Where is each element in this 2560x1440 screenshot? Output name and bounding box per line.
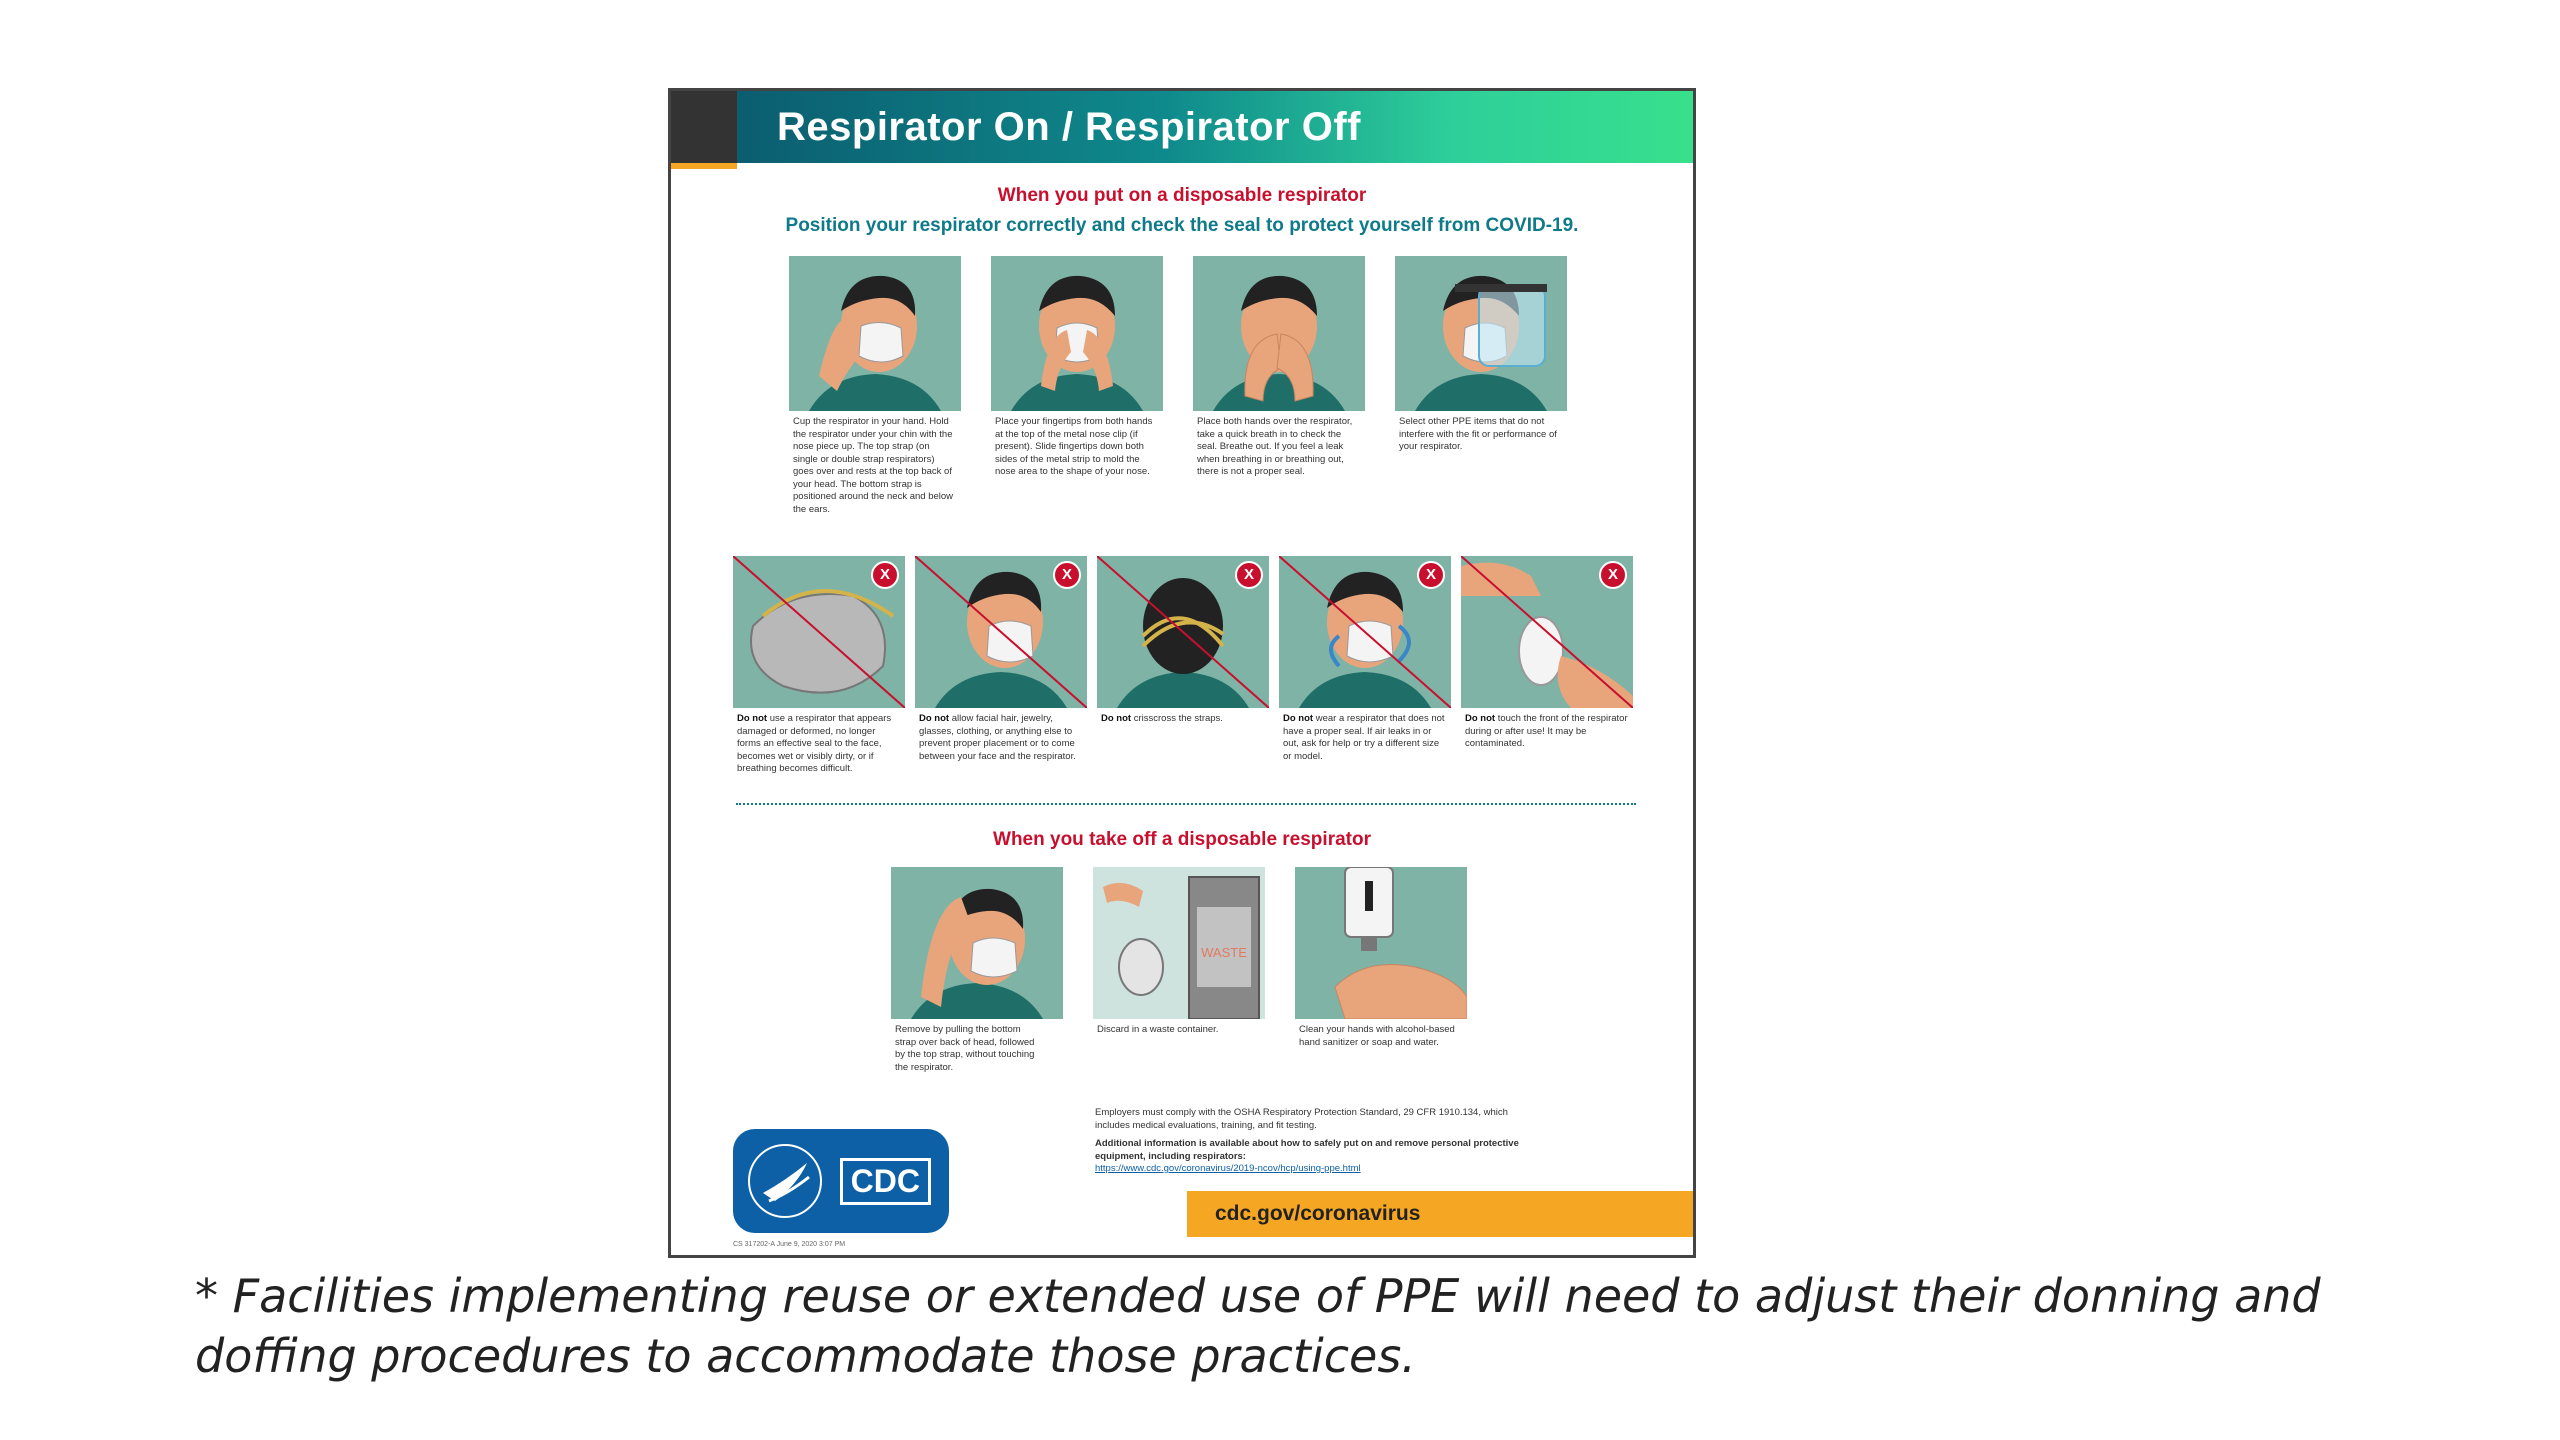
person-seal-check-icon — [1193, 256, 1365, 411]
person-mask-icon — [789, 256, 961, 411]
osha-footnote — [1095, 1107, 1535, 1176]
prohibited-x-icon: X — [1053, 561, 1081, 589]
off-step-2-caption: Discard in a waste container. — [1097, 1024, 1219, 1035]
cdc-logo — [733, 1129, 949, 1233]
dont-4-caption: Do not wear a respirator that does not have a proper seal. If air leaks in or out, ask for help or try a different size or model. — [1283, 713, 1445, 762]
header-dark-block — [671, 91, 737, 163]
on-heading: When you put on a disposable respirator — [997, 185, 1367, 206]
dont-5-caption: Do not touch the front of the respirator during or after use! It may be contaminated. — [1465, 713, 1628, 749]
on-step-4-caption: Select other PPE items that do not interfere with the fit or performance of your respirator. — [1399, 416, 1557, 452]
hand-sanitizer-icon — [1295, 867, 1467, 1019]
poster-title: Respirator On / Respirator Off — [777, 104, 1361, 149]
on-subheading: Position your respirator correctly and check the seal to protect yourself from COVID-19. — [785, 215, 1579, 236]
header-bar — [737, 91, 1693, 163]
waste-container-icon — [1093, 867, 1265, 1019]
prohibited-x-icon: X — [871, 561, 899, 589]
on-step-1-caption: Cup the respirator in your hand. Hold the respirator under your chin with the nose piece up. The top strap (on single or double strap respirators) goes over and rests at the top back of your head. The bottom strap is positioned around the neck and below the ears. — [793, 416, 954, 515]
on-step-1-illustration — [789, 256, 961, 411]
section-divider — [736, 803, 1636, 805]
person-nose-clip-icon — [991, 256, 1163, 411]
person-face-shield-icon — [1395, 256, 1567, 411]
additional-info-text: Additional information is available about how to safely put on and remove personal protective equipment, including respirators: — [1095, 1138, 1519, 1162]
off-step-3-illustration — [1295, 867, 1467, 1019]
off-step-3-caption: Clean your hands with alcohol-based hand sanitizer or soap and water. — [1299, 1024, 1455, 1048]
person-removing-strap-icon — [891, 867, 1063, 1019]
cdc-url[interactable]: cdc.gov/coronavirus — [1215, 1202, 1421, 1225]
dont-1-caption: Do not use a respirator that appears damaged or deformed, no longer forms an effective seal to the face, becomes wet or visibly dirty, or if breathing becomes difficult. — [737, 713, 892, 774]
header-accent — [671, 163, 737, 169]
on-step-3-illustration — [1193, 256, 1365, 411]
poster-header — [671, 91, 1693, 163]
off-step-1-caption: Remove by pulling the bottom strap over back of head, followed by the top strap, without touching the respirator. — [895, 1024, 1035, 1073]
prohibited-x-icon: X — [1417, 561, 1445, 589]
off-heading: When you take off a disposable respirator — [993, 829, 1371, 850]
on-step-3-caption: Place both hands over the respirator, take a quick breath in to check the seal. Breathe out. If you feel a leak when breathing in or breathing out, there is not a proper seal. — [1197, 416, 1353, 477]
off-step-2-illustration — [1093, 867, 1265, 1019]
dont-2-caption: Do not allow facial hair, jewelry, glasses, clothing, or anything else to prevent proper placement or to come between your face and the respirator. — [919, 713, 1076, 762]
small-print: CS 317202-A June 9, 2020 3:07 PM — [733, 1241, 846, 1248]
on-step-2-caption: Place your fingertips from both hands at the top of the metal nose clip (if present). Slide fingertips down both sides of the metal strip to mold the nose area to the shape of your nose. — [995, 416, 1153, 477]
url-banner — [1187, 1191, 1696, 1237]
cdc-logo-text: CDC — [840, 1158, 931, 1205]
hhs-eagle-icon — [745, 1141, 825, 1221]
on-step-4-illustration — [1395, 256, 1567, 411]
ppe-reuse-note: * Facilities implementing reuse or extended use of PPE will need to adjust their donning and doffing procedures to accommodate those practices. — [195, 1269, 2321, 1383]
prohibited-x-icon: X — [1599, 561, 1627, 589]
dont-3-caption: Do not crisscross the straps. — [1101, 713, 1223, 724]
on-step-2-illustration — [991, 256, 1163, 411]
off-step-1-illustration — [891, 867, 1063, 1019]
osha-text: Employers must comply with the OSHA Respiratory Protection Standard, 29 CFR 1910.134, which includes medical evaluations, training, and fit testing. — [1095, 1107, 1508, 1131]
prohibited-x-icon: X — [1235, 561, 1263, 589]
waste-label: WASTE — [1201, 945, 1247, 960]
respirator-poster — [668, 88, 1696, 1258]
ppe-info-link[interactable]: https://www.cdc.gov/coronavirus/2019-ncov/hcp/using-ppe.html — [1095, 1163, 1361, 1174]
